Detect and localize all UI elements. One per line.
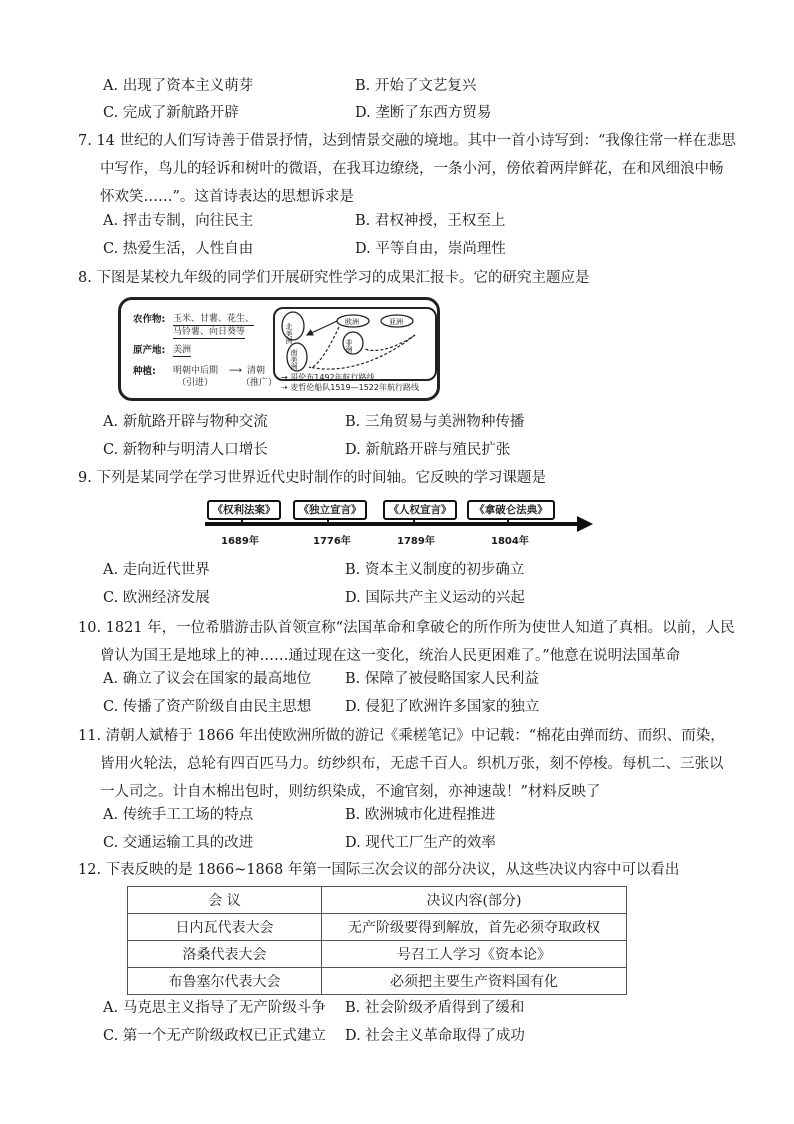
table-cell-content: 无产阶级要得到解放，首先必须夺取政权 <box>322 914 627 941</box>
q8-option-c: C. 新物种与明清人口增长 <box>103 442 268 458</box>
spread-to: 清朝 <box>247 366 266 376</box>
q10-option-b: B. 保障了被侵略国家人民利益 <box>345 671 539 687</box>
q10-option-a: A. 确立了议会在国家的最高地位 <box>103 671 312 687</box>
q9-option-d: D. 国际共产主义运动的兴起 <box>345 590 525 606</box>
q12-option-b: B. 社会阶级矛盾得到了缓和 <box>345 1000 525 1016</box>
timeline-year-4: 1804年 <box>491 536 529 547</box>
crops-label: 农作物: <box>133 314 166 325</box>
table-cell-meeting: 布鲁塞尔代表大会 <box>128 968 322 995</box>
q8-option-d: D. 新航路开辟与殖民扩张 <box>345 442 511 458</box>
timeline-event-4: 《拿破仑法典》 <box>467 500 555 520</box>
q7-option-c: C. 热爱生活，人性自由 <box>103 241 254 257</box>
resolutions-table <box>127 886 627 995</box>
table-header-row <box>128 887 627 914</box>
table-header-content: 决议内容(部分) <box>322 887 627 914</box>
research-report-card <box>118 297 440 401</box>
timeline-tick-3 <box>413 518 415 524</box>
q9-option-a: A. 走向近代世界 <box>103 562 210 578</box>
q6-option-b: B. 开始了文艺复兴 <box>355 78 477 94</box>
map-label-africa: 非洲 <box>345 339 353 353</box>
q6-option-a: A. 出现了资本主义萌芽 <box>103 78 254 94</box>
q7-stem <box>78 127 736 211</box>
crops-value: 玉米、甘薯、花生、 <box>173 314 255 324</box>
q9-option-c: C. 欧洲经济发展 <box>103 590 210 606</box>
table-header-meeting: 会 议 <box>128 887 322 914</box>
table-row <box>128 941 627 968</box>
timeline-event-3: 《人权宣言》 <box>383 500 457 520</box>
table-row <box>128 968 627 995</box>
spread-to-note: （推广） <box>241 378 278 388</box>
q8-option-a: A. 新航路开辟与物种交流 <box>103 414 268 430</box>
legend-dashed-line-icon: ⇢ <box>281 383 288 392</box>
q7-option-b: B. 君权神授，王权至上 <box>355 213 506 229</box>
legend-solid-line-icon: → <box>281 373 288 382</box>
map-label-south-america: 南美洲 <box>290 349 298 370</box>
origin-label: 原产地: <box>133 345 166 356</box>
legend-magellan-route <box>281 382 419 393</box>
q12-option-a: A. 马克思主义指导了无产阶级斗争 <box>103 1000 326 1016</box>
table-row <box>128 914 627 941</box>
table-cell-content: 号召工人学习《资本论》 <box>322 941 627 968</box>
q12-option-c: C. 第一个无产阶级政权已正式建立 <box>103 1028 326 1044</box>
q11-stem <box>78 722 736 806</box>
map-label-europe: 欧洲 <box>345 318 359 326</box>
map-label-north-america: 北美洲 <box>285 323 293 344</box>
q7-stem-text: 7. 14 世纪的人们写诗善于借景抒情，达到情景交融的境地。其中一首小诗写到：“我像往常一样在悲思中写作，鸟儿的轻诉和树叶的微语，在我耳边缭绕，一条小河，傍依着两岸鲜花，在和风细浪中畅怀欢笑……”。这首诗表达的思想诉求是 <box>78 133 736 205</box>
q8-option-b: B. 三角贸易与美洲物种传播 <box>345 414 525 430</box>
timeline-year-3: 1789年 <box>397 536 435 547</box>
q10-option-c: C. 传播了资产阶级自由民主思想 <box>103 699 312 715</box>
legend-columbus-text: 哥伦布1492年航行路线 <box>290 373 375 382</box>
q6-option-d: D. 垄断了东西方贸易 <box>355 105 492 121</box>
legend-magellan-text: 麦哲伦船队1519—1522年航行路线 <box>290 383 419 392</box>
q12-option-d: D. 社会主义革命取得了成功 <box>345 1028 525 1044</box>
timeline-tick-4 <box>507 518 509 524</box>
route-map <box>273 307 437 381</box>
q9-stem: 9. 下列是某同学在学习世界近代史时制作的时间轴。它反映的学习课题是 <box>78 470 546 486</box>
spread-label: 种植: <box>133 366 156 377</box>
q11-stem-text: 11. 清朝人斌椿于 1866 年出使欧洲所做的游记《乘槎笔记》中记载：“棉花由弹而纺、而织、而染，皆用火轮法，总轮有四百匹马力。纺纱织布，无虑千百人。织机万张，刻不停梭。每机二、三张以一人司之。计自木棉出包时，则纺织染成，不逾官刻，亦神速哉！”材料反映了 <box>78 728 725 800</box>
timeline-tick-2 <box>327 518 329 524</box>
spread-from-note: （引进） <box>177 378 214 388</box>
q7-option-a: A. 抨击专制，向往民主 <box>103 213 254 229</box>
timeline-tick-1 <box>241 518 243 524</box>
crops-value-2: 马铃薯、向日葵等 <box>173 327 246 337</box>
q11-option-a: A. 传统手工工场的特点 <box>103 807 254 823</box>
q6-option-c: C. 完成了新航路开辟 <box>103 105 239 121</box>
q11-option-d: D. 现代工厂生产的效率 <box>345 835 496 851</box>
timeline-axis <box>205 522 579 526</box>
spread-from: 明朝中后期 <box>173 366 219 376</box>
q10-stem <box>78 614 736 670</box>
timeline-event-2: 《独立宣言》 <box>293 500 367 520</box>
timeline-event-1: 《权利法案》 <box>207 500 281 520</box>
q12-stem: 12. 下表反映的是 1866~1868 年第一国际三次会议的部分决议，从这些决议内容中可以看出 <box>78 862 680 878</box>
map-label-asia: 亚洲 <box>389 318 403 326</box>
q10-stem-text: 10. 1821 年，一位希腊游击队首领宣称“法国革命和拿破仑的所作所为使世人知道了真相。以前，人民曾认为国王是地球上的神……通过现在这一变化，统治人民更困难了。”他意在说明法国革命 <box>78 620 735 664</box>
timeline-year-1: 1689年 <box>221 536 259 547</box>
table-cell-meeting: 日内瓦代表大会 <box>128 914 322 941</box>
q11-option-c: C. 交通运输工具的改进 <box>103 835 254 851</box>
q7-option-d: D. 平等自由，崇尚理性 <box>355 241 506 257</box>
origin-value: 美洲 <box>173 345 192 355</box>
timeline-arrow-icon <box>577 516 593 532</box>
timeline-year-2: 1776年 <box>313 536 351 547</box>
q8-stem: 8. 下图是某校九年级的同学们开展研究性学习的成果汇报卡。它的研究主题应是 <box>78 270 590 286</box>
q11-option-b: B. 欧洲城市化进程推进 <box>345 807 496 823</box>
route-map-graphic <box>275 309 435 379</box>
table-cell-meeting: 洛桑代表大会 <box>128 941 322 968</box>
spread-arrow: ⟶ <box>229 366 242 376</box>
history-timeline <box>205 498 597 554</box>
table-cell-content: 必须把主要生产资料国有化 <box>322 968 627 995</box>
q9-option-b: B. 资本主义制度的初步确立 <box>345 562 525 578</box>
q10-option-d: D. 侵犯了欧洲许多国家的独立 <box>345 699 540 715</box>
